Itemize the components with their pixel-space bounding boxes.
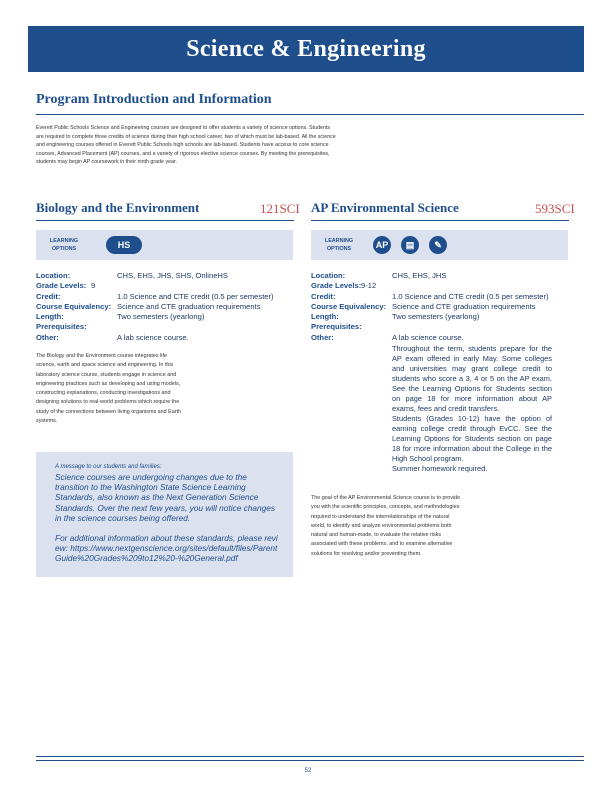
field-label: Credit: xyxy=(311,291,336,301)
college-credit-icon: ▤ xyxy=(401,236,419,254)
field-value: A lab science course. xyxy=(392,332,464,342)
dual-credit-icon: ✎ xyxy=(429,236,447,254)
page-title: Science & Engineering xyxy=(186,36,426,62)
other-note: Students (Grades 10-12) have the option of earning college credit through EvCC. See the Learning Options for Students section on page 18 for more information about the College in the High School program. xyxy=(392,414,552,463)
learning-options-label: LEARNING OPTIONS xyxy=(49,238,79,252)
intro-rule xyxy=(36,114,584,115)
field-label: Location: xyxy=(311,271,346,280)
field-label: Prerequisites: xyxy=(311,322,362,332)
footer-rule xyxy=(36,756,584,757)
course-rule-biology xyxy=(36,220,294,221)
intro-heading: Program Introduction and Information xyxy=(36,92,272,107)
course-title-biology: Biology and the Environment xyxy=(36,200,200,215)
message-link[interactable]: For additional information about these standards, please review: https://www.nextgenscience.org/sites/default/files/ParentGuide%20Grades%209to12%20-%20General.pdf xyxy=(55,533,278,564)
field-value: CHS, EHS, JHS, SHS, OnlineHS xyxy=(117,271,228,280)
field-label: Other: xyxy=(311,332,334,342)
field-value: CHS, EHS, JHS xyxy=(392,271,447,280)
other-notes-ap-environmental xyxy=(392,344,552,474)
field-value: Science and CTE graduation requirements xyxy=(117,301,261,311)
message-box xyxy=(36,452,293,577)
field-label: Length: xyxy=(311,312,339,322)
field-label: Credit: xyxy=(36,291,61,301)
course-title-ap-environmental: AP Environmental Science xyxy=(311,200,459,215)
field-value: A lab science course. xyxy=(117,332,189,342)
field-label: Prerequisites: xyxy=(36,322,87,332)
course-rule-ap-environmental xyxy=(311,220,569,221)
course-description-biology: The Biology and the Environment course integrates life science, earth and space science and engineering. In this laboratory science course, students engage in science and engineering practices such as developing and using models, constructing explanations, conducting investigations and designing solutions to real-world problems which require the study of the connections between living organisms and Earth systems. xyxy=(36,353,182,425)
field-value: 1.0 Science and CTE credit (0.5 per semester) xyxy=(117,291,274,301)
page-number: 52 xyxy=(304,768,312,774)
learning-options-box-biology xyxy=(36,230,293,260)
course-fields-biology xyxy=(36,271,293,343)
other-note: Summer homework required. xyxy=(392,464,488,473)
field-value: 1.0 Science and CTE credit (0.5 per semester) xyxy=(392,291,549,301)
message-body: Science courses are undergoing changes due to the transition to the Washington State Science Learning Standards, also known as the Next Generation Science Standards. Over the next few years, you will notice changes in the science courses being offered. xyxy=(55,472,275,523)
field-value: Two semesters (yearlong) xyxy=(117,312,205,322)
field-value: Two semesters (yearlong) xyxy=(392,312,480,322)
course-code-biology: 121SCI xyxy=(260,201,300,216)
message-title: A message to our students and families: xyxy=(55,464,162,470)
course-fields-ap-environmental xyxy=(311,271,568,343)
field-label: Length: xyxy=(36,312,64,322)
intro-text: Everett Public Schools Science and Engineering courses are designed to offer students a variety of science options. Students are required to complete three credits of science during their high school career, two of which must be lab-based. All the science and engineering courses offered in Everett Public Schools high schools are lab-based. Students have access to core science courses, Advanced Placement (AP) courses, and a variety of rigorous elective science courses. By meeting the prerequisites, students may begin AP coursework in their ninth grade year. xyxy=(36,125,336,166)
field-label: Grade Levels: xyxy=(311,281,362,291)
course-code-ap-environmental: 593SCI xyxy=(535,201,575,216)
field-value: Science and CTE graduation requirements xyxy=(392,301,536,311)
field-label: Course Equivalency: xyxy=(36,301,112,311)
field-value: 9-12 xyxy=(361,281,377,291)
page-banner xyxy=(28,26,584,72)
online-hs-icon: HS xyxy=(106,236,142,254)
other-note: Throughout the term, students prepare for the AP exam offered in early May. Some colleges and universities may grant college credit to students who score a 3, 4 or 5 on the AP exam. See the Learning Options for Students section on page 18 for more information about AP exams, fees and credit transfers. xyxy=(392,344,552,413)
learning-options-label: LEARNING OPTIONS xyxy=(324,238,354,252)
ap-icon: AP xyxy=(373,236,391,254)
footer-rule-thin xyxy=(36,760,584,761)
field-label: Location: xyxy=(36,271,71,280)
field-value: 9 xyxy=(91,281,96,291)
field-label: Course Equivalency: xyxy=(311,301,387,311)
field-label: Grade Levels: xyxy=(36,281,87,291)
course-description-ap-environmental: The goal of the AP Environmental Science course is to provide you with the scientific principles, concepts, and methodologies required to understand the interrelationships of the natural world, to identify and analyze environmental problems both natural and human-made, to evaluate the relative risks associated with these problems, and to examine alternative solutions for resolving and/or preventing them. xyxy=(311,495,461,557)
field-label: Other: xyxy=(36,332,59,342)
learning-options-box-ap-environmental xyxy=(311,230,568,260)
